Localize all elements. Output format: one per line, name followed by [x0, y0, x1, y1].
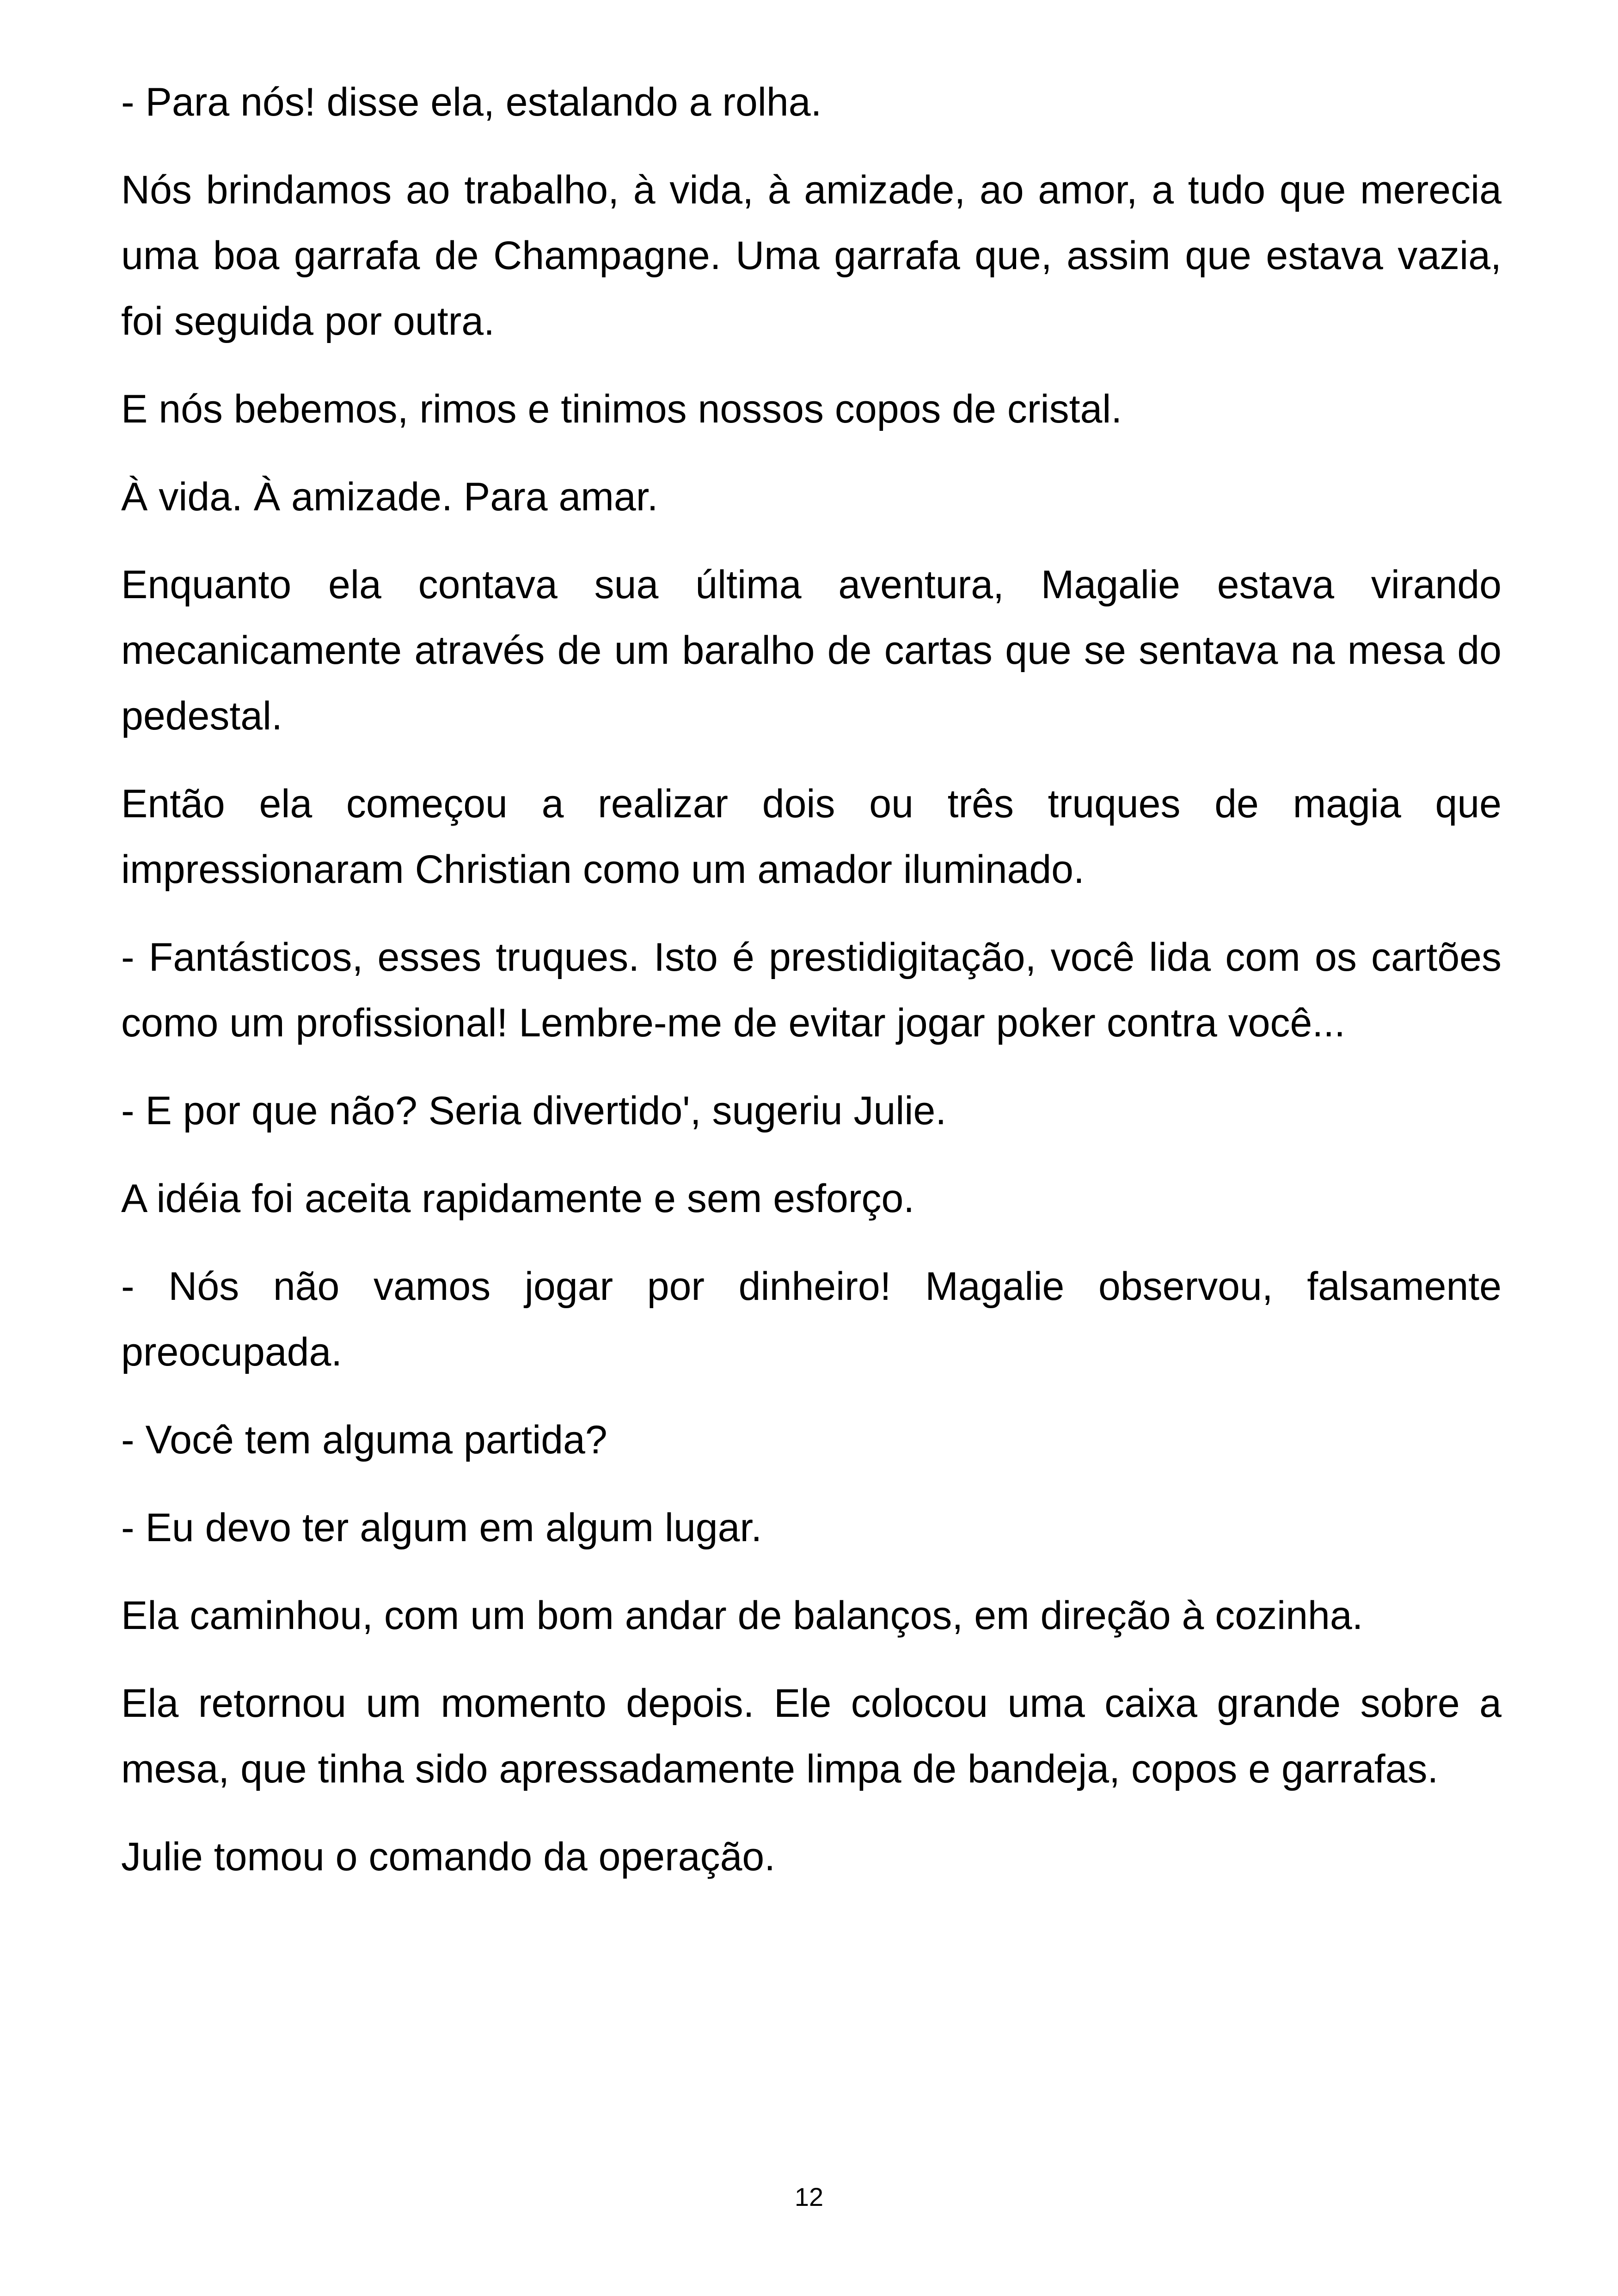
paragraph-2: Nós brindamos ao trabalho, à vida, à amizade, ao amor, a tudo que merecia uma boa garrafa de Champagne. Uma garrafa que, assim que estava vazia, foi seguida por outra.: [121, 168, 1502, 343]
paragraph-15: Julie tomou o comando da operação.: [121, 1835, 776, 1879]
page-body-text: [121, 69, 1502, 1912]
paragraph-5: Enquanto ela contava sua última aventura, Magalie estava virando mecanicamente através de um baralho de cartas que se sentava na mesa do pedestal.: [121, 563, 1502, 738]
paragraph-6: Então ela começou a realizar dois ou três truques de magia que impressionaram Christian como um amador iluminado.: [121, 782, 1502, 892]
paragraph-1: - Para nós! disse ela, estalando a rolha.: [121, 80, 822, 124]
paragraph-4: À vida. À amizade. Para amar.: [121, 475, 658, 519]
paragraph-12: - Eu devo ter algum em algum lugar.: [121, 1506, 762, 1550]
paragraph-7: - Fantásticos, esses truques. Isto é prestidigitação, você lida com os cartões como um profissional! Lembre-me de evitar jogar poker contra você...: [121, 935, 1502, 1045]
page-number: 12: [794, 2182, 824, 2211]
paragraph-13: Ela caminhou, com um bom andar de balanços, em direção à cozinha.: [121, 1593, 1363, 1638]
paragraph-10: - Nós não vamos jogar por dinheiro! Magalie observou, falsamente preocupada.: [121, 1264, 1502, 1374]
paragraph-8: - E por que não? Seria divertido', sugeriu Julie.: [121, 1089, 947, 1133]
paragraph-3: E nós bebemos, rimos e tinimos nossos copos de cristal.: [121, 387, 1122, 431]
paragraph-9: A idéia foi aceita rapidamente e sem esforço.: [121, 1176, 915, 1221]
paragraph-14: Ela retornou um momento depois. Ele colocou uma caixa grande sobre a mesa, que tinha sido apressadamente limpa de bandeja, copos e garrafas.: [121, 1681, 1502, 1791]
paragraph-11: - Você tem alguma partida?: [121, 1418, 607, 1462]
